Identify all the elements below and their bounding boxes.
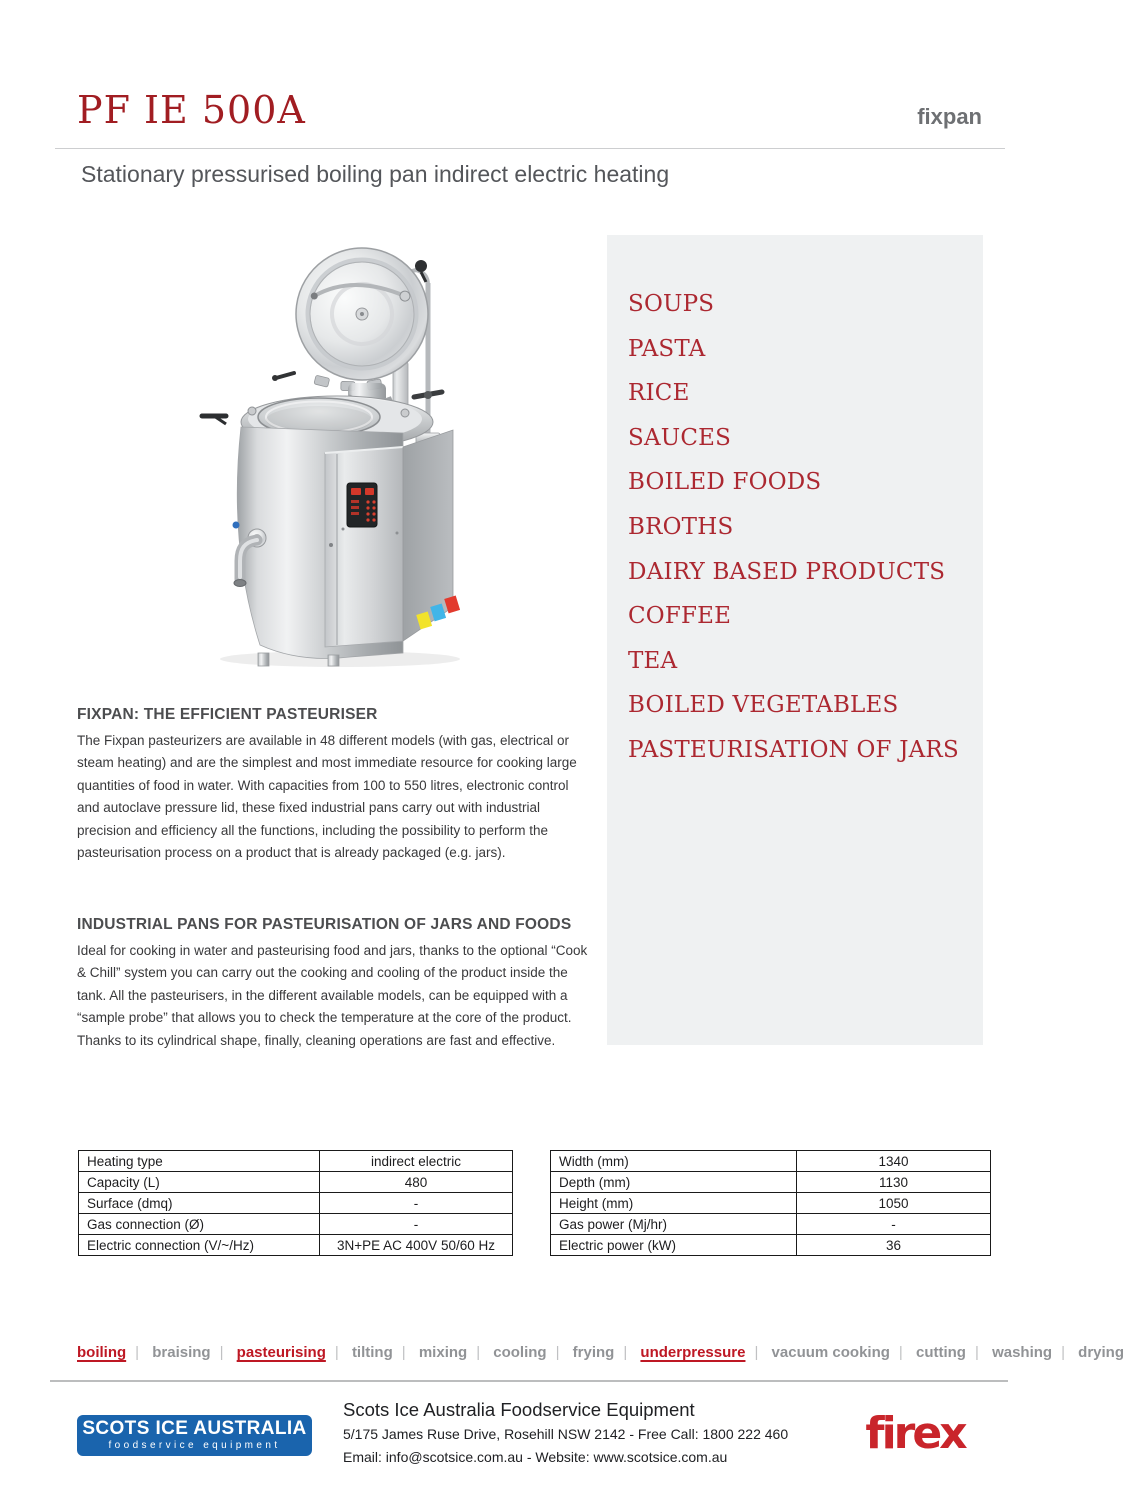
- spec-value: -: [320, 1193, 513, 1214]
- spec-row: [551, 1235, 991, 1256]
- section-body-fixpan: The Fixpan pasteurizers are available in 48 different models (with gas, electrical or steam heating) and are the simplest and most immediate resource for cooking large quantities of food in water. With capacities from 100 to 550 litres, electronic control and autoclave pressure lid, these fixed industrial pans carry out with industrial precision and efficiency all the functions, including the possibility to perform the pasteurisation process on a product that is already packaged (e.g. jars).: [77, 733, 577, 861]
- function-separator: |: [401, 1344, 406, 1361]
- function-label: vacuum cooking: [771, 1344, 890, 1361]
- application-item: SAUCES: [628, 424, 732, 451]
- function-item: [640, 1344, 767, 1361]
- function-separator: |: [754, 1344, 759, 1361]
- function-item: [152, 1344, 232, 1361]
- function-item: [1078, 1344, 1124, 1361]
- section-heading-fixpan: FIXPAN: THE EFFICIENT PASTEURISER: [77, 706, 378, 723]
- application-item: COFFEE: [628, 603, 732, 630]
- function-item: [237, 1344, 348, 1361]
- function-label: drying: [1078, 1344, 1124, 1361]
- spec-value: 36: [797, 1235, 991, 1256]
- applications-panel: [607, 235, 983, 1045]
- function-separator: |: [334, 1344, 339, 1361]
- control-panel: [347, 483, 377, 527]
- function-separator: |: [555, 1344, 560, 1361]
- function-separator: |: [898, 1344, 903, 1361]
- function-label: braising: [152, 1344, 211, 1361]
- footer-contact: Email: info@scotsice.com.au - Website: www.scotsice.com.au: [343, 1449, 728, 1465]
- footer-address: 5/175 James Ruse Drive, Rosehill NSW 2142 - Free Call: 1800 222 460: [343, 1426, 789, 1442]
- function-item: [916, 1344, 988, 1361]
- spec-label: Heating type: [79, 1151, 320, 1172]
- dealer-logo: [77, 1415, 312, 1456]
- spec-row: [79, 1151, 513, 1172]
- spec-label: Capacity (L): [79, 1172, 320, 1193]
- function-label: cooling: [493, 1344, 547, 1361]
- spec-label: Electric power (kW): [551, 1235, 797, 1256]
- function-separator: |: [974, 1344, 979, 1361]
- function-label: washing: [992, 1344, 1053, 1361]
- page-subtitle: Stationary pressurised boiling pan indirect electric heating: [81, 161, 670, 187]
- spec-label: Electric connection (V/~/Hz): [79, 1235, 320, 1256]
- spec-label: Gas power (Mj/hr): [551, 1214, 797, 1235]
- spec-table-left: [78, 1150, 513, 1256]
- dealer-logo-name: SCOTS ICE AUSTRALIA: [82, 1418, 307, 1439]
- section-body-industrial-pans: Ideal for cooking in water and pasteurising food and jars, thanks to the optional “Cook & Chill” system you can carry out the cooking and cooling of the product inside the tank. All the pasteurisers, in the different available models, can be equipped with a “sample probe” that allows you to check the temperature at the core of the product. Thanks to its cylindrical shape, finally, cleaning operations are fast and effective.: [77, 943, 588, 1048]
- function-item: [419, 1344, 489, 1361]
- function-separator: |: [476, 1344, 481, 1361]
- spec-row: [79, 1235, 513, 1256]
- spec-row: [551, 1214, 991, 1235]
- product-image: [200, 245, 480, 670]
- function-item: [493, 1344, 568, 1361]
- function-separator: |: [219, 1344, 224, 1361]
- spec-row: [79, 1214, 513, 1235]
- firex-wordmark: firex: [865, 1408, 965, 1459]
- spec-row: [551, 1151, 991, 1172]
- function-item: [573, 1344, 637, 1361]
- application-item: TEA: [628, 647, 678, 674]
- function-label: tilting: [351, 1344, 393, 1361]
- application-item: SOUPS: [628, 291, 715, 317]
- function-separator: |: [1061, 1344, 1065, 1361]
- dealer-logo-tagline: foodservice equipment: [108, 1440, 281, 1451]
- spec-label: Gas connection (Ø): [79, 1214, 320, 1235]
- function-label: pasteurising: [236, 1344, 326, 1361]
- page-title: PF IE 500A: [77, 88, 306, 132]
- spec-value: 480: [320, 1172, 513, 1193]
- function-item: [77, 1344, 148, 1361]
- spec-value: indirect electric: [320, 1151, 513, 1172]
- function-label: frying: [572, 1344, 615, 1361]
- application-item: DAIRY BASED PRODUCTS: [628, 558, 946, 585]
- spec-row: [551, 1193, 991, 1214]
- spec-table-right: [550, 1150, 991, 1256]
- spec-row: [551, 1172, 991, 1193]
- footer-company: Scots Ice Australia Foodservice Equipment: [343, 1399, 695, 1420]
- function-item: [992, 1344, 1074, 1361]
- spec-value: 1130: [797, 1172, 991, 1193]
- spec-label: Depth (mm): [551, 1172, 797, 1193]
- application-item: PASTA: [628, 335, 706, 362]
- spec-label: Height (mm): [551, 1193, 797, 1214]
- spec-value: 3N+PE AC 400V 50/60 Hz: [320, 1235, 513, 1256]
- application-item: BOILED VEGETABLES: [628, 692, 899, 719]
- function-item: [772, 1344, 912, 1361]
- product-range-label: fixpan: [917, 104, 982, 129]
- application-item: BROTHS: [628, 513, 734, 540]
- function-label: underpressure: [640, 1344, 746, 1361]
- lid: [282, 234, 445, 404]
- tap-bolt: [233, 522, 240, 529]
- function-label: cutting: [915, 1344, 966, 1361]
- header-divider: [55, 148, 1005, 149]
- application-item: RICE: [628, 380, 690, 407]
- function-label: boiling: [77, 1344, 127, 1361]
- firex-logo: [840, 1406, 990, 1462]
- function-separator: |: [623, 1344, 628, 1361]
- functions-bar: [77, 1344, 1124, 1361]
- application-item: BOILED FOODS: [628, 469, 822, 496]
- spec-value: 1340: [797, 1151, 991, 1172]
- spec-label: Surface (dmq): [79, 1193, 320, 1214]
- function-separator: |: [135, 1344, 140, 1361]
- footer-divider: [50, 1380, 1008, 1382]
- spec-label: Width (mm): [551, 1151, 797, 1172]
- spec-value: -: [797, 1214, 991, 1235]
- application-item: PASTEURISATION OF JARS: [628, 736, 959, 763]
- section-heading-industrial-pans: INDUSTRIAL PANS FOR PASTEURISATION OF JARS AND FOODS: [77, 916, 572, 933]
- spec-row: [79, 1193, 513, 1214]
- spec-value: -: [320, 1214, 513, 1235]
- function-label: mixing: [418, 1344, 468, 1361]
- spec-value: 1050: [797, 1193, 991, 1214]
- function-item: [352, 1344, 415, 1361]
- spec-row: [79, 1172, 513, 1193]
